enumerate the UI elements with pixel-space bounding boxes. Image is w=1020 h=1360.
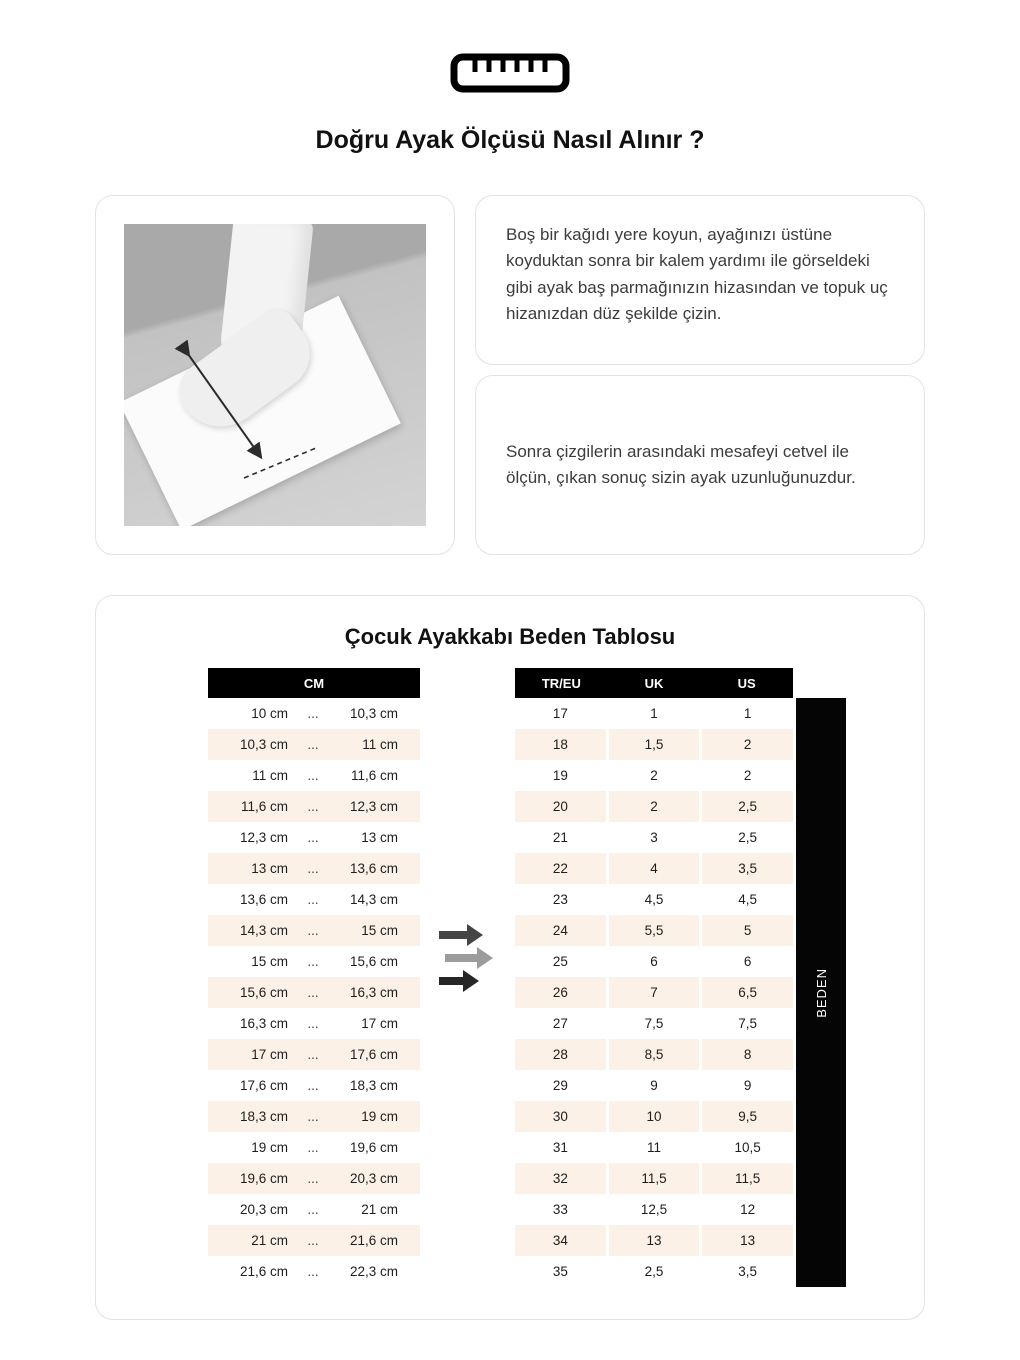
cm-table-row <box>208 1039 420 1070</box>
eu-size-cell: 34 <box>515 1225 606 1256</box>
uk-header-label: UK <box>644 675 664 691</box>
cm-range-to: 17 cm <box>361 1016 398 1031</box>
us-size-cell: 2,5 <box>738 830 758 845</box>
cm-range-to: 21,6 cm <box>349 1233 398 1248</box>
cm-range-from: 10 cm <box>251 706 288 721</box>
size-table <box>515 668 793 1287</box>
cm-table-row <box>208 760 420 791</box>
uk-size-cell: 6 <box>650 954 658 969</box>
size-table-row <box>515 1225 793 1256</box>
cm-range-to: 15 cm <box>361 923 398 938</box>
cm-range-to: 10,3 cm <box>349 706 398 721</box>
size-table-row <box>515 791 793 822</box>
cm-range-to: 17,6 cm <box>349 1047 398 1062</box>
cm-range-dots: ... <box>307 892 319 907</box>
uk-size-cell: 1 <box>650 706 658 721</box>
cm-table-row <box>208 1101 420 1132</box>
eu-size-cell: 25 <box>552 954 568 969</box>
cm-range-dots: ... <box>307 830 319 845</box>
cm-table-row <box>208 1008 420 1039</box>
uk-size-cell: 4,5 <box>644 892 664 907</box>
cm-range-from: 10,3 cm <box>239 737 288 752</box>
cm-range-to: 18,3 cm <box>349 1078 398 1093</box>
cm-range-to: 22,3 cm <box>349 1264 398 1279</box>
us-size-cell: 11,5 <box>702 1163 793 1194</box>
cm-table-row <box>208 884 420 915</box>
cm-range-from: 21 cm <box>251 1233 288 1248</box>
cm-range-from: 20,3 cm <box>239 1202 288 1217</box>
size-table-row <box>515 853 793 884</box>
size-table-row <box>515 946 793 977</box>
us-size-cell: 2 <box>743 768 752 783</box>
us-size-cell: 12 <box>740 1202 756 1217</box>
eu-size-cell: 28 <box>515 1039 606 1070</box>
size-table-row <box>515 977 793 1008</box>
eu-size-cell: 33 <box>552 1202 568 1217</box>
uk-size-cell: 7 <box>609 977 700 1008</box>
uk-size-cell: 4 <box>609 853 700 884</box>
cm-table-row <box>208 698 420 729</box>
us-header-label: US <box>737 675 756 691</box>
size-table-section <box>95 595 925 1320</box>
cm-table-row <box>208 1163 420 1194</box>
cm-range-dots: ... <box>307 1109 319 1124</box>
uk-size-cell: 2,5 <box>644 1264 664 1279</box>
cm-table-row <box>208 791 420 822</box>
size-table-row <box>515 1256 793 1287</box>
cm-range-from: 19 cm <box>251 1140 288 1155</box>
uk-size-cell: 10 <box>609 1101 700 1132</box>
cm-range-dots: ... <box>307 985 319 1000</box>
uk-size-cell: 8,5 <box>609 1039 700 1070</box>
cm-range-to: 15,6 cm <box>349 954 398 969</box>
cm-range-dots: ... <box>307 1202 319 1217</box>
cm-range-from: 12,3 cm <box>239 830 288 845</box>
uk-size-cell: 7,5 <box>644 1016 664 1031</box>
size-tables-row <box>96 668 924 1287</box>
cm-range-dots: ... <box>307 861 319 876</box>
cm-range-to: 19 cm <box>361 1109 398 1124</box>
us-size-cell: 13 <box>702 1225 793 1256</box>
cm-table-body <box>208 698 420 1287</box>
cm-header-label: CM <box>303 675 325 691</box>
instruction-text-column <box>475 195 925 555</box>
cm-range-from: 21,6 cm <box>239 1264 288 1279</box>
uk-size-cell: 11,5 <box>609 1163 700 1194</box>
cm-range-from: 11 cm <box>252 768 288 783</box>
eu-size-cell: 18 <box>515 729 606 760</box>
uk-size-cell: 2 <box>650 768 658 783</box>
cm-table-row <box>208 853 420 884</box>
uk-size-cell: 1,5 <box>609 729 700 760</box>
eu-size-cell: 21 <box>552 830 568 845</box>
eu-size-cell: 24 <box>515 915 606 946</box>
cm-table-row <box>208 1225 420 1256</box>
beden-label: BEDEN <box>813 967 829 1018</box>
us-size-cell: 1 <box>743 706 752 721</box>
cm-range-to: 14,3 cm <box>349 892 398 907</box>
cm-range-from: 17,6 cm <box>239 1078 288 1093</box>
cm-range-from: 15,6 cm <box>239 985 288 1000</box>
us-size-cell: 2,5 <box>702 791 793 822</box>
cm-table-row <box>208 729 420 760</box>
size-table-row <box>515 729 793 760</box>
cm-range-to: 21 cm <box>361 1202 398 1217</box>
eu-size-cell: 23 <box>552 892 568 907</box>
cm-range-dots: ... <box>307 1264 319 1279</box>
uk-size-cell: 11 <box>647 1140 662 1155</box>
eu-size-cell: 30 <box>515 1101 606 1132</box>
cm-range-dots: ... <box>307 799 319 814</box>
uk-size-cell: 9 <box>650 1078 658 1093</box>
cm-table-row <box>208 1070 420 1101</box>
cm-range-dots: ... <box>307 1140 319 1155</box>
size-table-row <box>515 1163 793 1194</box>
cm-range-dots: ... <box>307 954 319 969</box>
cm-table-row <box>208 1256 420 1287</box>
cm-range-to: 16,3 cm <box>349 985 398 1000</box>
cm-table-row <box>208 915 420 946</box>
cm-range-to: 12,3 cm <box>349 799 398 814</box>
eu-size-cell: 32 <box>515 1163 606 1194</box>
eu-size-cell: 17 <box>552 706 568 721</box>
size-table-row <box>515 698 793 729</box>
ruler-icon <box>450 50 570 96</box>
cm-range-from: 15 cm <box>251 954 288 969</box>
cm-range-dots: ... <box>307 706 319 721</box>
cm-range-dots: ... <box>307 1233 319 1248</box>
cm-range-to: 13 cm <box>361 830 398 845</box>
uk-size-cell: 2 <box>609 791 700 822</box>
instruction-step-2-text: Sonra çizgilerin arasındaki mesafeyi cetvel ile ölçün, çıkan sonuç sizin ayak uzunluğunuzdur. <box>506 441 856 487</box>
size-table-row <box>515 1070 793 1101</box>
cm-table-row <box>208 1132 420 1163</box>
eu-size-cell: 27 <box>552 1016 568 1031</box>
size-table-row <box>515 1132 793 1163</box>
eu-size-cell: 22 <box>515 853 606 884</box>
cm-range-to: 20,3 cm <box>349 1171 398 1186</box>
eu-size-cell: 31 <box>552 1140 568 1155</box>
instruction-card-2 <box>475 375 925 555</box>
cm-range-to: 13,6 cm <box>349 861 398 876</box>
cm-range-dots: ... <box>307 1016 319 1031</box>
cm-table-header <box>208 668 420 698</box>
cm-table <box>208 668 420 1287</box>
uk-size-cell: 13 <box>609 1225 700 1256</box>
uk-size-cell: 12,5 <box>640 1202 668 1217</box>
cm-range-to: 19,6 cm <box>349 1140 398 1155</box>
cm-range-from: 16,3 cm <box>239 1016 288 1031</box>
eu-size-cell: 20 <box>515 791 606 822</box>
eu-size-cell: 26 <box>515 977 606 1008</box>
cm-range-from: 17 cm <box>251 1047 288 1062</box>
eu-header-label: TR/EU <box>541 675 581 691</box>
cm-range-to: 11 cm <box>362 737 398 752</box>
size-table-row <box>515 1194 793 1225</box>
eu-size-cell: 29 <box>552 1078 568 1093</box>
cm-range-from: 14,3 cm <box>239 923 288 938</box>
us-size-cell: 8 <box>702 1039 793 1070</box>
size-table-row <box>515 822 793 853</box>
size-table-row <box>515 884 793 915</box>
us-size-cell: 9,5 <box>702 1101 793 1132</box>
size-table-row <box>515 1008 793 1039</box>
page-title: Doğru Ayak Ölçüsü Nasıl Alınır ? <box>315 126 705 154</box>
cm-table-row <box>208 1194 420 1225</box>
cm-range-from: 13,6 cm <box>239 892 288 907</box>
measurement-arrow <box>124 224 426 526</box>
fast-forward-arrows-icon <box>435 922 501 994</box>
toe-dashed-line <box>244 448 316 478</box>
uk-size-cell: 5,5 <box>609 915 700 946</box>
us-size-cell: 10,5 <box>734 1140 761 1155</box>
cm-range-dots: ... <box>307 1078 319 1093</box>
us-size-cell: 6,5 <box>702 977 793 1008</box>
cm-range-dots: ... <box>307 923 319 938</box>
cm-range-from: 18,3 cm <box>239 1109 288 1124</box>
eu-size-cell: 35 <box>552 1264 568 1279</box>
cm-range-dots: ... <box>307 768 319 783</box>
arrow-zone <box>420 668 515 1287</box>
cm-table-row <box>208 977 420 1008</box>
beden-sidebar <box>796 698 846 1287</box>
cm-range-from: 19,6 cm <box>239 1171 288 1186</box>
cm-range-dots: ... <box>307 1171 319 1186</box>
foot-measurement-photo <box>124 224 426 526</box>
instruction-step-1-text: Boş bir kağıdı yere koyun, ayağınızı üstüne koyduktan sonra bir kalem yardımı ile görseldeki gibi ayak baş parmağınızın hizasından ve topuk uç hizanızdan düz şekilde çizin. <box>506 225 888 324</box>
instruction-card-1 <box>475 195 925 365</box>
measurement-photo-card <box>95 195 455 555</box>
instruction-section <box>95 195 925 555</box>
us-size-cell: 3,5 <box>702 853 793 884</box>
us-size-cell: 3,5 <box>738 1264 758 1279</box>
cm-range-from: 13 cm <box>251 861 288 876</box>
size-table-body <box>515 698 793 1287</box>
cm-table-row <box>208 946 420 977</box>
us-size-cell: 2 <box>702 729 793 760</box>
cm-range-dots: ... <box>307 1047 319 1062</box>
us-size-cell: 7,5 <box>738 1016 758 1031</box>
size-table-row <box>515 1101 793 1132</box>
us-size-cell: 9 <box>743 1078 752 1093</box>
us-size-cell: 6 <box>743 954 752 969</box>
size-table-header <box>515 668 793 698</box>
cm-table-row <box>208 822 420 853</box>
ruler-icon-row <box>0 0 1020 96</box>
eu-size-cell: 19 <box>552 768 568 783</box>
size-table-row <box>515 1039 793 1070</box>
cm-range-to: 11,6 cm <box>350 768 398 783</box>
size-table-row <box>515 760 793 791</box>
cm-range-dots: ... <box>307 737 319 752</box>
us-size-cell: 4,5 <box>738 892 758 907</box>
uk-size-cell: 3 <box>650 830 658 845</box>
cm-range-from: 11,6 cm <box>240 799 288 814</box>
us-size-cell: 5 <box>702 915 793 946</box>
size-table-row <box>515 915 793 946</box>
size-table-title: Çocuk Ayakkabı Beden Tablosu <box>344 624 676 649</box>
